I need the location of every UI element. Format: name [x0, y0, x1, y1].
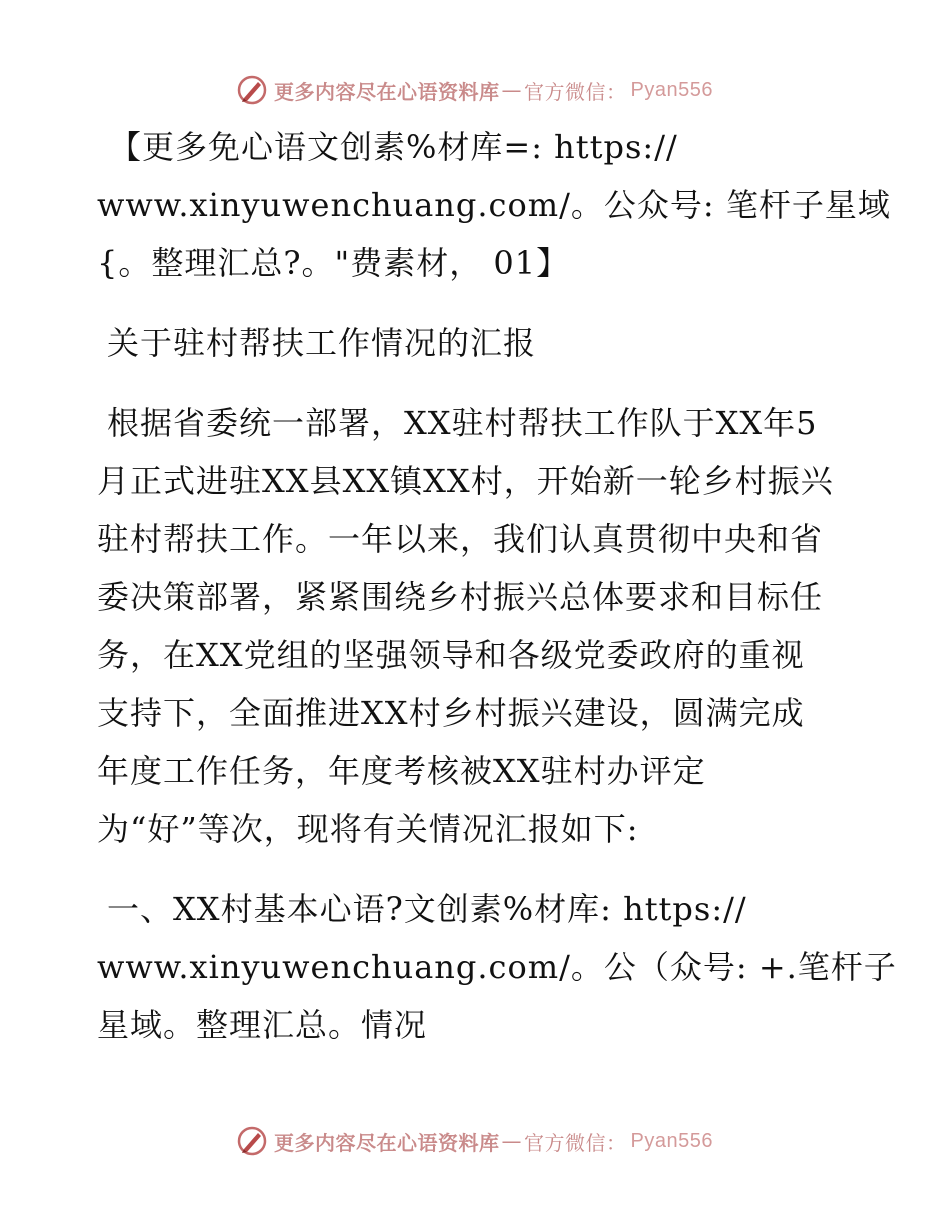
watermark-dash: —	[501, 78, 522, 102]
section-heading-line: www.xinyuwenchuang.com/。公（众号: +.笔杆子	[97, 948, 897, 986]
paragraph-line: 根据省委统一部署，XX驻村帮扶工作队于XX年5	[107, 404, 818, 442]
watermark-wechat-id: Pyan556	[630, 78, 713, 101]
watermark-title: 更多内容尽在心语资料库	[274, 1130, 500, 1155]
watermark-wechat-label: 官方微信：	[524, 79, 627, 104]
pen-logo-icon	[236, 74, 268, 106]
header-line: {。整理汇总?。"费素材， 01】	[97, 244, 570, 282]
paragraph-line: 支持下，全面推进XX村乡村振兴建设，圆满完成	[97, 694, 805, 732]
document-body	[97, 118, 897, 1054]
paragraph-line: 年度工作任务，年度考核被XX驻村办评定	[97, 752, 706, 790]
paragraph-line: 务，在XX党组的坚强领导和各级党委政府的重视	[97, 636, 805, 674]
paragraph-line: 委决策部署，紧紧围绕乡村振兴总体要求和目标任	[97, 578, 824, 616]
watermark-header	[236, 73, 713, 107]
document-title: 关于驻村帮扶工作情况的汇报	[107, 324, 537, 362]
pen-logo-icon	[236, 1125, 268, 1157]
watermark-dash: —	[501, 1129, 522, 1153]
watermark-title: 更多内容尽在心语资料库	[274, 79, 500, 104]
section-heading-line: 一、XX村基本心语?文创素%材库: https://	[107, 890, 747, 928]
paragraph-line: 月正式进驻XX县XX镇XX村，开始新一轮乡村振兴	[97, 462, 834, 500]
section-heading-line: 星域。整理汇总。情况	[97, 1006, 428, 1044]
watermark-footer	[236, 1124, 713, 1158]
header-line: www.xinyuwenchuang.com/。公众号: 笔杆子星域	[97, 186, 891, 224]
watermark-wechat-label: 官方微信：	[524, 1130, 627, 1155]
paragraph-line: 驻村帮扶工作。一年以来，我们认真贯彻中央和省	[97, 520, 824, 558]
watermark-wechat-id: Pyan556	[630, 1129, 713, 1152]
header-line: 【更多免心语文创素%材库=: https://	[109, 128, 678, 166]
paragraph-line: 为“好”等次，现将有关情况汇报如下:	[97, 810, 639, 848]
